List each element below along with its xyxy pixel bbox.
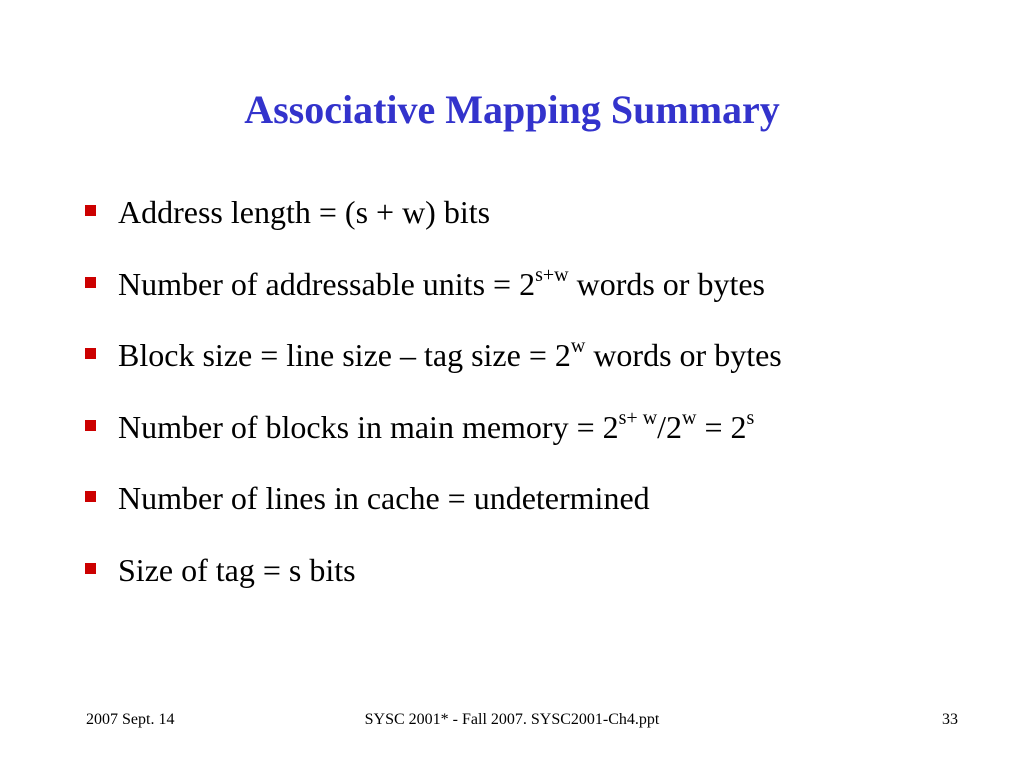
square-bullet-icon	[85, 420, 96, 431]
bullet-item	[82, 331, 1002, 403]
bullet-text: Address length = (s + w) bits	[118, 194, 491, 230]
exponent: s+w	[535, 263, 569, 286]
bullet-text: Block size = line size – tag size = $2^w$ words or bytes	[118, 335, 782, 373]
footer-page-number: 33	[942, 711, 958, 728]
bullet-item	[82, 260, 1002, 332]
bullet-item	[82, 403, 1002, 475]
exponent: w	[682, 406, 697, 429]
bullet-text: Size of tag = s bits	[118, 551, 356, 588]
square-bullet-icon	[85, 563, 96, 574]
exponent: s+ w	[618, 406, 658, 429]
bullet-text: Number of blocks in main memory = $2^{s+ w}/2^w = 2^s$	[118, 406, 755, 445]
square-bullet-icon	[85, 491, 96, 502]
bullet-item	[82, 546, 1002, 618]
bullet-text: Number of lines in cache = undetermined	[118, 480, 650, 516]
bullet-item	[82, 474, 1002, 546]
bullet-text: Number of addressable units = $2^{s+w}$ words or bytes	[118, 263, 765, 302]
exponent: w	[570, 335, 586, 357]
exponent: s	[746, 406, 755, 429]
slide-title: Associative Mapping Summary	[244, 87, 780, 132]
square-bullet-icon	[85, 205, 96, 216]
square-bullet-icon	[85, 277, 96, 288]
square-bullet-icon	[85, 348, 96, 359]
footer-date: 2007 Sept. 14	[86, 711, 175, 728]
bullet-item	[82, 188, 1002, 260]
bullet-list	[82, 188, 1002, 617]
footer-course: SYSC 2001* - Fall 2007. SYSC2001-Ch4.ppt	[364, 711, 660, 728]
